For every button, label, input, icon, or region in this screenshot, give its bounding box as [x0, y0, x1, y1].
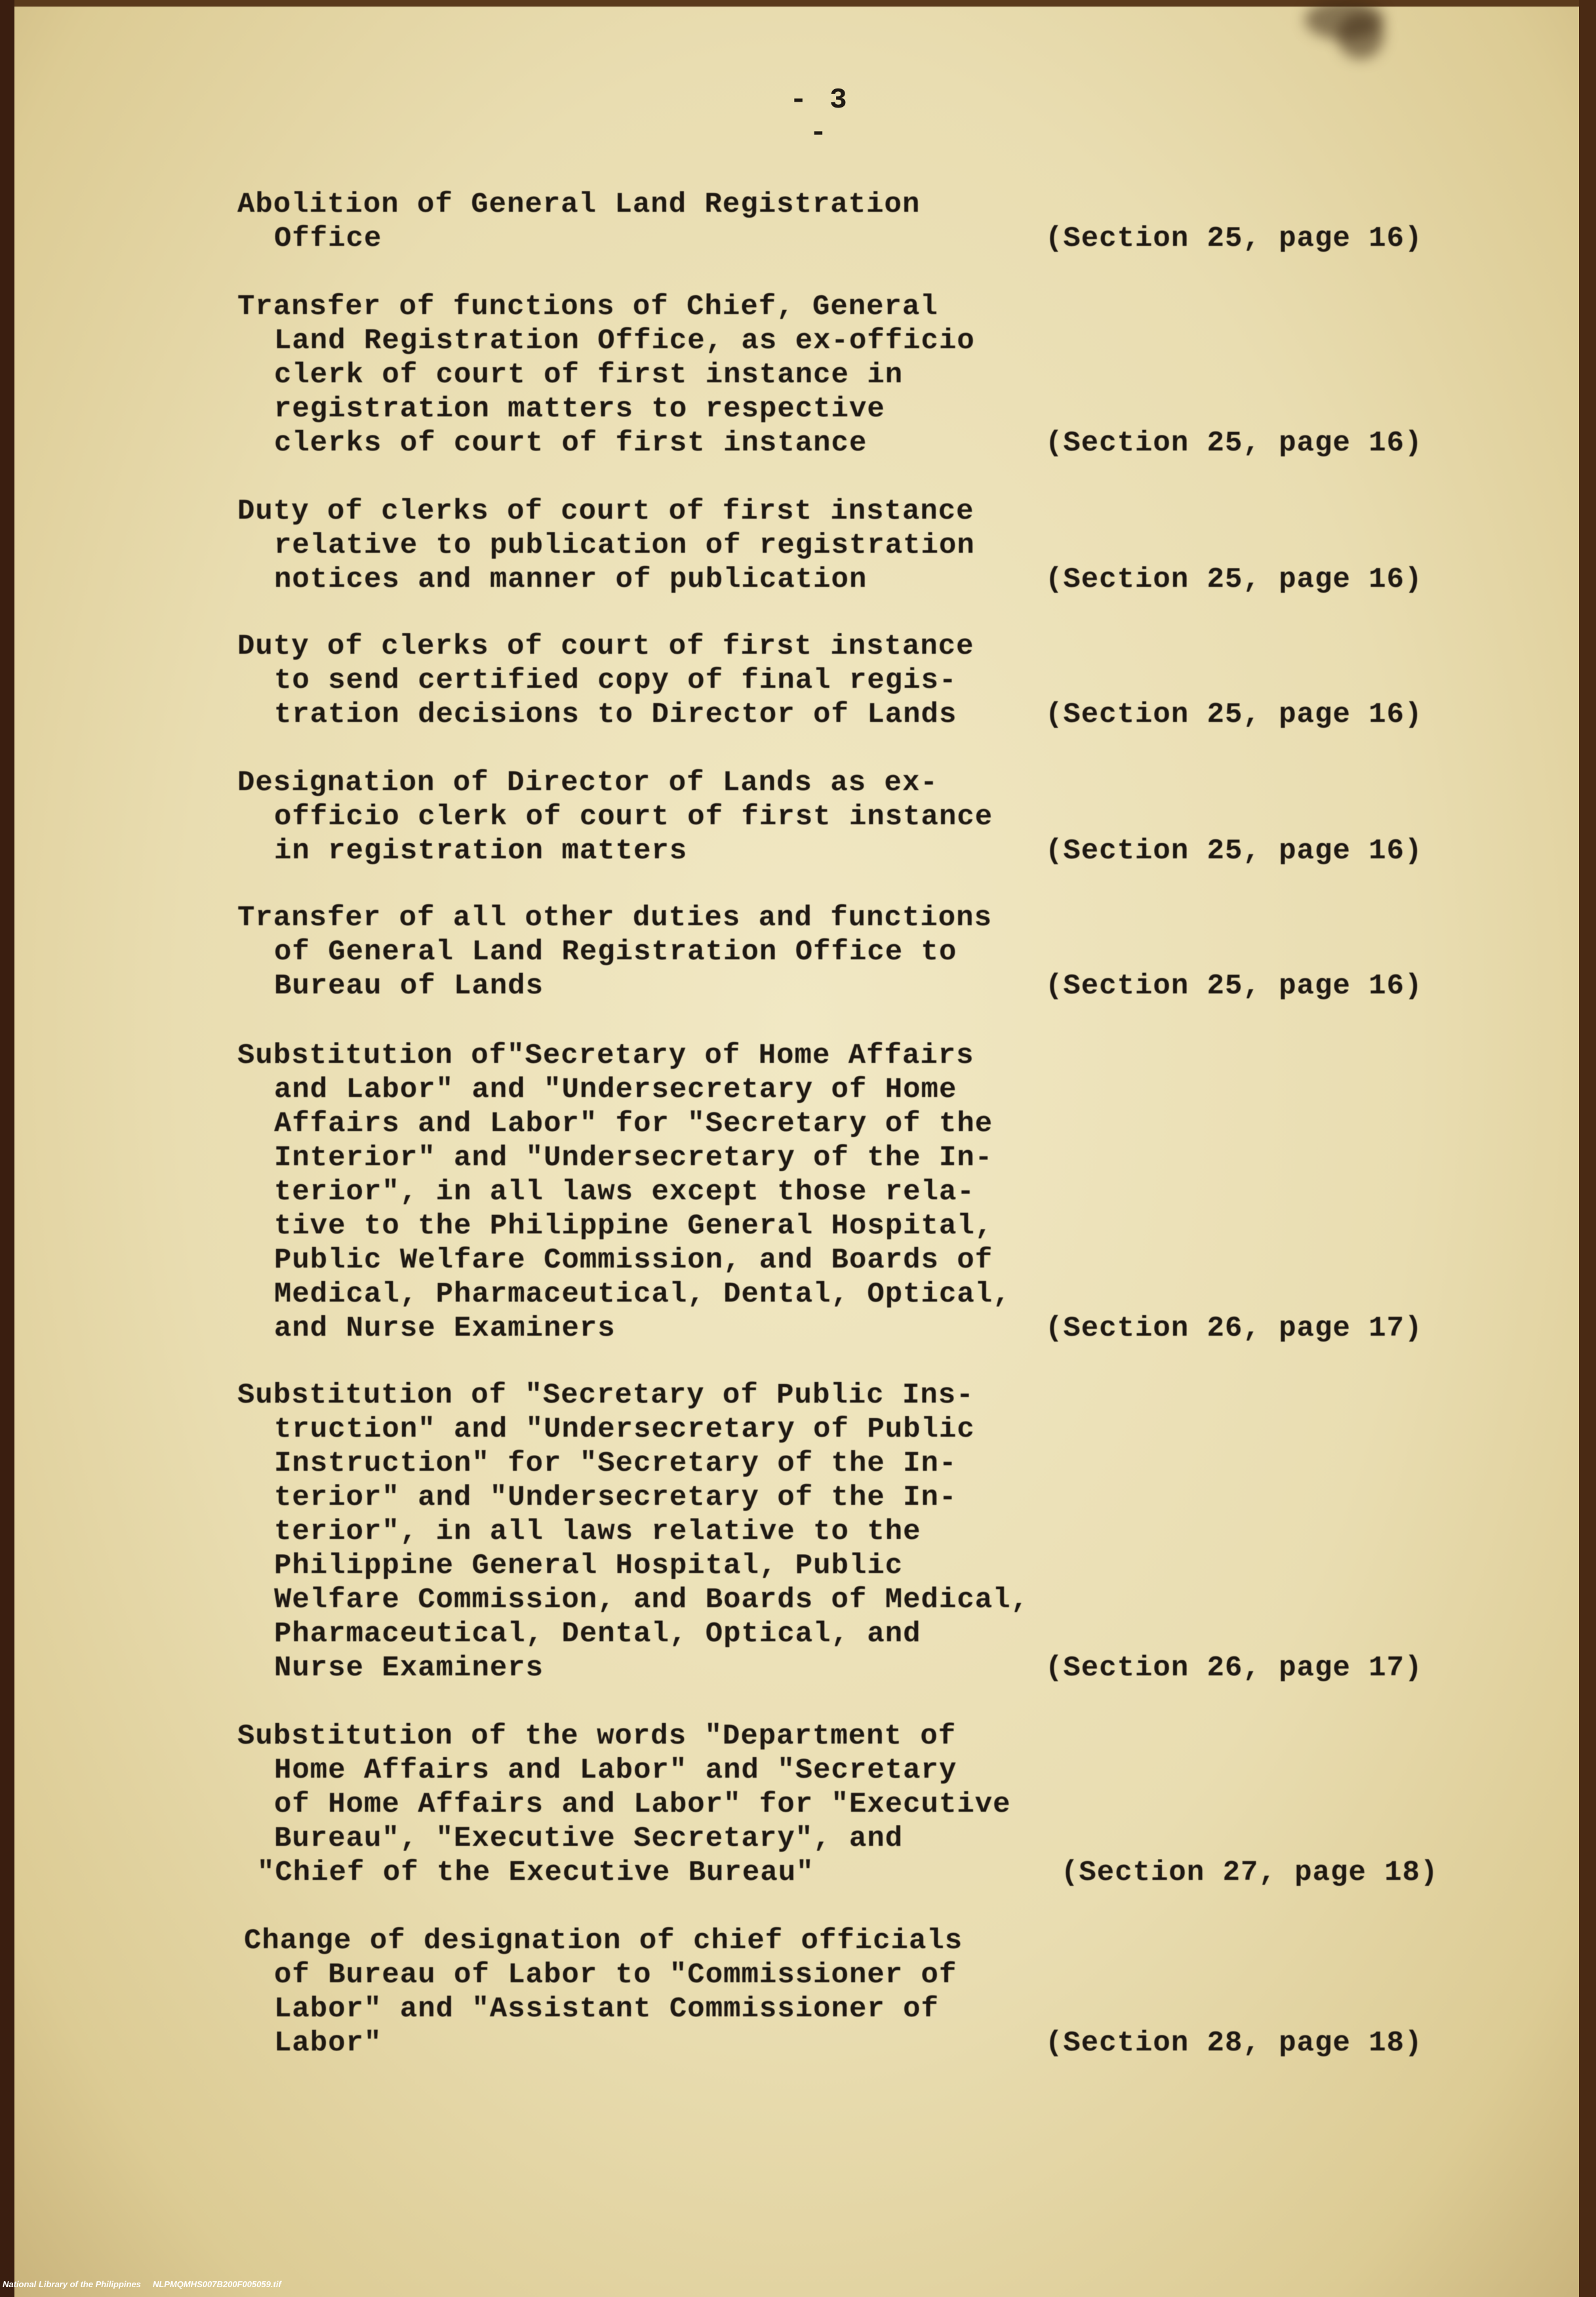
- section-reference: (Section 26, page 17): [1045, 1312, 1423, 1345]
- entry-description: [237, 1378, 1575, 1685]
- section-reference: (Section 27, page 18): [1061, 1856, 1439, 1889]
- entry-line: Office: [274, 222, 382, 255]
- entry-line: terior", in all laws except those rela-: [274, 1176, 975, 1208]
- entry-line: Duty of clerks of court of first instance: [237, 630, 974, 663]
- entry-line: Home Affairs and Labor" and "Secretary: [274, 1754, 957, 1787]
- entry-line: Designation of Director of Lands as ex-: [237, 767, 938, 799]
- entry-line: Affairs and Labor" for "Secretary of the: [274, 1108, 993, 1140]
- entry-line: Substitution of the words "Department of: [237, 1720, 957, 1753]
- section-reference: (Section 26, page 17): [1045, 1652, 1423, 1685]
- entry-line: Transfer of functions of Chief, General: [237, 290, 938, 323]
- entry-line: Substitution of"Secretary of Home Affairs: [237, 1039, 974, 1072]
- entry-line: truction" and "Undersecretary of Public: [274, 1413, 975, 1446]
- section-reference: (Section 25, page 16): [1045, 563, 1423, 596]
- entry-line: Philippine General Hospital, Public: [274, 1549, 904, 1582]
- entry-line: terior" and "Undersecretary of the In-: [274, 1481, 957, 1514]
- entry-line: to send certified copy of final regis-: [274, 664, 957, 697]
- index-entry: [237, 1378, 1575, 1685]
- index-entry: [237, 494, 1575, 597]
- index-entry: [237, 901, 1575, 1003]
- entry-line: Medical, Pharmaceutical, Dental, Optical,: [274, 1278, 1011, 1311]
- scan-edge-left: [0, 0, 14, 2297]
- entry-line: clerk of court of first instance in: [274, 359, 904, 391]
- entry-line: Instruction" for "Secretary of the In-: [274, 1447, 957, 1480]
- entry-line: Change of designation of chief officials: [244, 1925, 963, 1957]
- entry-line: Public Welfare Commission, and Boards of: [274, 1244, 993, 1277]
- entry-line: "Chief of the Executive Bureau": [257, 1856, 814, 1889]
- entry-line: of General Land Registration Office to: [274, 936, 957, 969]
- entry-line: in registration matters: [274, 835, 688, 868]
- entry-line: Interior" and "Undersecretary of the In-: [274, 1142, 993, 1174]
- entry-line: clerks of court of first instance: [274, 427, 868, 460]
- entry-line: and Nurse Examiners: [274, 1312, 616, 1345]
- section-reference: (Section 25, page 16): [1045, 835, 1423, 868]
- entry-line: Substitution of "Secretary of Public Ins-: [237, 1379, 974, 1412]
- section-reference: (Section 25, page 16): [1045, 427, 1423, 460]
- entry-line: terior", in all laws relative to the: [274, 1515, 921, 1548]
- entry-line: Nurse Examiners: [274, 1652, 544, 1685]
- index-entry: [237, 290, 1575, 460]
- index-entry: [237, 1719, 1575, 1890]
- archive-footer: National Library of the Philippines NLPMQMHS007B200F005059.tif: [3, 2279, 281, 2289]
- scan-edge-right: [1579, 0, 1596, 2297]
- section-reference: (Section 25, page 16): [1045, 222, 1423, 255]
- entry-line: notices and manner of publication: [274, 563, 868, 596]
- ink-stain: [1338, 13, 1384, 59]
- entry-line: Abolition of General Land Registration: [237, 188, 921, 221]
- entry-line: tive to the Philippine General Hospital,: [274, 1210, 993, 1243]
- section-reference: (Section 25, page 16): [1045, 698, 1423, 731]
- index-entry: [237, 188, 1575, 256]
- entry-line: relative to publication of registration: [274, 529, 975, 562]
- entry-line: of Bureau of Labor to "Commissioner of: [274, 1959, 957, 1991]
- entry-line: Bureau of Lands: [274, 970, 544, 1003]
- entry-line: tration decisions to Director of Lands: [274, 698, 957, 731]
- index-entry: [237, 1039, 1575, 1346]
- entry-line: Transfer of all other duties and functions: [237, 902, 992, 934]
- index-entry: [237, 1924, 1575, 2060]
- entry-line: Pharmaceutical, Dental, Optical, and: [274, 1618, 921, 1650]
- entry-line: registration matters to respective: [274, 393, 885, 426]
- entry-description: [237, 1039, 1575, 1346]
- entry-line: and Labor" and "Undersecretary of Home: [274, 1073, 957, 1106]
- entry-line: Land Registration Office, as ex-officio: [274, 325, 975, 357]
- entry-line: officio clerk of court of first instance: [274, 801, 993, 833]
- entry-line: Labor" and "Assistant Commissioner of: [274, 1993, 939, 2026]
- entry-line: Bureau", "Executive Secretary", and: [274, 1822, 904, 1855]
- section-reference: (Section 28, page 18): [1045, 2027, 1423, 2060]
- entry-line: of Home Affairs and Labor" for "Executive: [274, 1788, 1011, 1821]
- entry-line: Labor": [274, 2027, 382, 2060]
- entry-line: Duty of clerks of court of first instance: [237, 495, 974, 528]
- section-reference: (Section 25, page 16): [1045, 970, 1423, 1003]
- index-entry: [237, 766, 1575, 868]
- index-entry: [237, 629, 1575, 732]
- page-number: - 3 -: [789, 84, 850, 150]
- entry-line: Welfare Commission, and Boards of Medical,: [274, 1584, 1029, 1616]
